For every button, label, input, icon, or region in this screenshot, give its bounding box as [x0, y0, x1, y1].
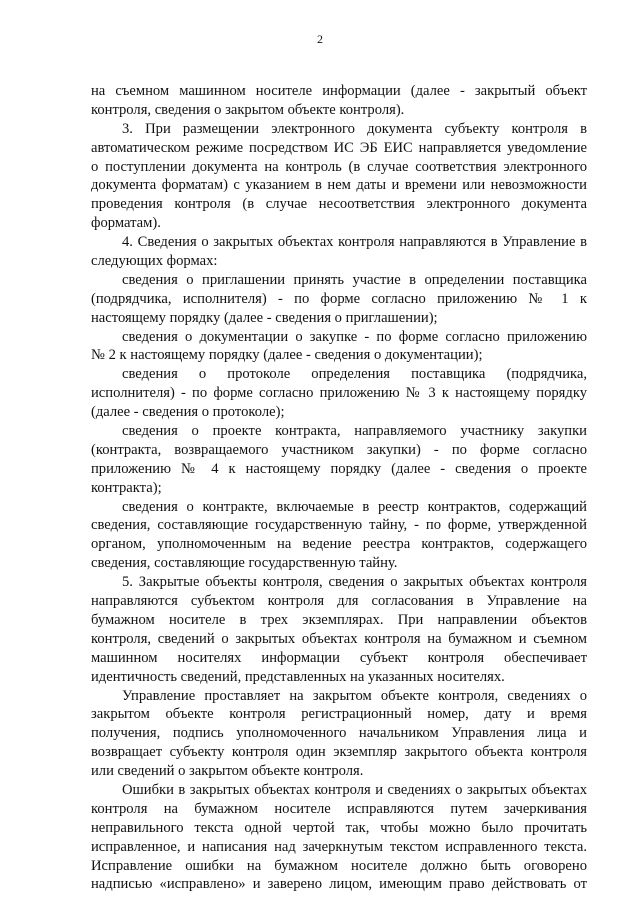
text-line: документа форматам) с указанием в нем даты и времени или невозможности — [91, 177, 587, 194]
paragraph-first-line: Управление проставляет на закрытом объекте контроля, сведениях о — [122, 687, 587, 704]
text-line: возвращает субъекту контроля один экземпляр закрытого объекта контроля — [91, 744, 587, 761]
text-line: идентичность сведений, представленных на указанных носителях. — [91, 668, 505, 685]
text-line: следующих формах: — [91, 253, 218, 270]
text-line: (подрядчика, исполнителя) - по форме согласно приложению № 1 к — [91, 290, 587, 307]
text-line: проведения контроля (в случае несоответствия электронного документа — [91, 196, 587, 213]
text-line: сведения, составляющие государственную тайну. — [91, 555, 398, 572]
document-body — [91, 82, 587, 894]
text-line: направляются субъектом контроля для согласования в Управление на — [91, 593, 587, 610]
text-line: (далее - сведения о протоколе); — [91, 404, 285, 421]
text-line: контроля, сведения о закрытом объекте контроля). — [91, 101, 405, 118]
paragraph-first-line: сведения о проекте контракта, направляемого участнику закупки — [122, 423, 587, 440]
text-line: неправильного текста одной чертой так, чтобы можно было прочитать — [91, 819, 587, 836]
paragraph-first-line: Ошибки в закрытых объектах контроля и сведениях о закрытых объектах — [122, 781, 587, 798]
paragraph-first-line: сведения о приглашении принять участие в определении поставщика — [122, 271, 587, 288]
text-line: машинном носителях информации субъект контроля обеспечивает — [91, 649, 587, 666]
page-number: 2 — [317, 32, 323, 46]
text-line: контракта); — [91, 479, 162, 496]
paragraph-first-line: сведения о протоколе определения поставщика (подрядчика, — [122, 366, 587, 383]
text-line: на съемном машинном носителе информации (далее - закрытый объект — [91, 83, 587, 99]
text-line: получения, подпись уполномоченного начальником Управления лица и — [91, 725, 587, 742]
text-line: или сведений о закрытом объекте контроля. — [91, 763, 364, 780]
text-line: закрытом объекте контроля регистрационный номер, дату и время — [91, 706, 587, 723]
text-line: № 2 к настоящему порядку (далее - сведения о документации); — [91, 347, 483, 364]
paragraph-first-line: сведения о документации о закупке - по форме согласно приложению — [122, 328, 587, 345]
paragraph-first-line: 5. Закрытые объекты контроля, сведения о закрытых объектах контроля — [122, 574, 587, 591]
text-line: настоящему порядку (далее - сведения о приглашении); — [91, 309, 438, 326]
text-line: исправленное, и написания над зачеркнутым текстом исправленного текста. — [91, 838, 587, 855]
text-line: о поступлении документа на контроль (в случае соответствия электронного — [91, 158, 587, 175]
text-line: автоматическом режиме посредством ИС ЭБ ЕИС направляется уведомление — [91, 139, 587, 156]
text-line: приложению № 4 к настоящему порядку (далее - сведения о проекте — [91, 460, 587, 477]
text-line: надписью «исправлено» и заверено лицом, имеющим право действовать от — [91, 876, 587, 893]
text-line: контроля, сведений о закрытых объектах контроля на бумажном и съемном — [91, 630, 587, 647]
paragraph-first-line: 4. Сведения о закрытых объектах контроля направляются в Управление в — [122, 234, 587, 251]
text-line: органом, уполномоченным на ведение реестра контрактов, содержащего — [91, 536, 587, 553]
text-line: контроля на бумажном носителе исправляются путем зачеркивания — [91, 800, 587, 817]
text-line: форматам). — [91, 215, 161, 232]
text-line: исполнителя) - по форме согласно приложению № 3 к настоящему порядку — [91, 385, 587, 402]
text-line: (контракта, возвращаемого участником закупки) - по форме согласно — [91, 441, 587, 458]
paragraph-first-line: сведения о контракте, включаемые в реестр контрактов, содержащий — [122, 498, 587, 515]
paragraph-first-line: 3. При размещении электронного документа субъекту контроля в — [122, 120, 587, 137]
text-line: Исправление ошибки на бумажном носителе должно быть оговорено — [91, 857, 587, 874]
text-line: бумажном носителе в трех экземплярах. При направлении объектов — [91, 611, 587, 628]
text-line: сведения, составляющие государственную тайну, - по форме, утвержденной — [91, 517, 587, 534]
